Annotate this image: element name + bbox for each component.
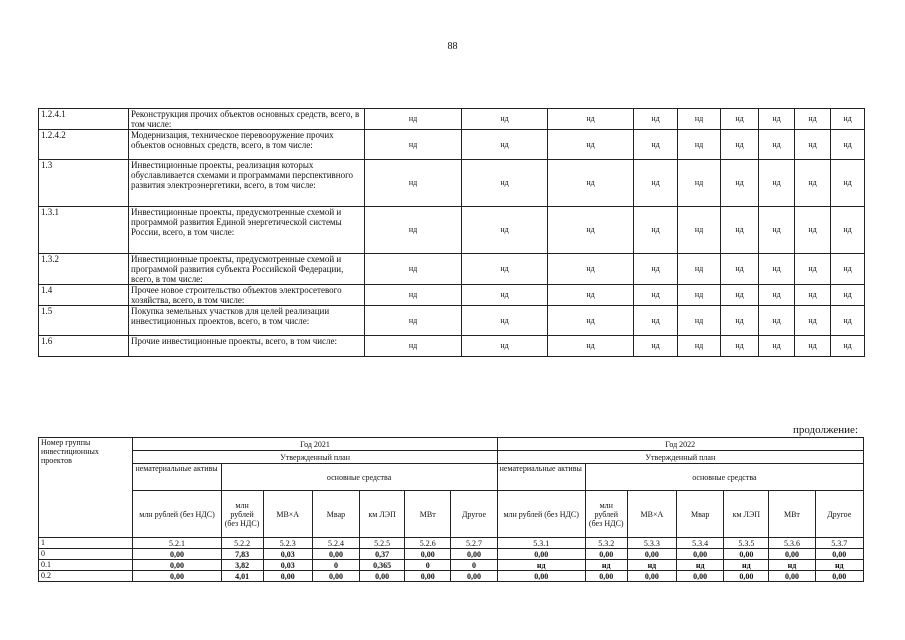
page-number: 88 <box>447 41 458 52</box>
cell-value: 7,83 <box>221 549 263 560</box>
cell-value: нд <box>462 109 548 130</box>
continuation-label: продолжение: <box>792 424 858 436</box>
cell-value: нд <box>831 285 865 306</box>
cell-value: 0,00 <box>133 560 221 571</box>
cell-value: нд <box>585 560 627 571</box>
cell-value: нд <box>678 160 721 207</box>
unit-header: км ЛЭП <box>360 491 405 538</box>
cell-value: нд <box>548 160 634 207</box>
cell-value: нд <box>831 306 865 336</box>
fixed-assets-header: основные средства <box>221 464 497 491</box>
approved-plan-header: Утвержденный план <box>133 451 497 464</box>
cell-value: 0,00 <box>312 549 359 560</box>
cell-value: 0,00 <box>497 571 585 582</box>
cell-value: нд <box>634 130 678 160</box>
header-row <box>39 451 864 464</box>
cell-value: нд <box>759 160 795 207</box>
cell-value: нд <box>548 285 634 306</box>
row-code: 1.4 <box>39 285 129 306</box>
row-code: 1.6 <box>39 336 129 357</box>
index-cell: 5.3.4 <box>677 538 724 549</box>
cell-value: 0,00 <box>677 549 724 560</box>
cell-value: нд <box>462 160 548 207</box>
cell-value: нд <box>548 109 634 130</box>
row-code: 1.3 <box>39 160 129 207</box>
cell-value: 0 <box>405 560 451 571</box>
row-code: 1.3.1 <box>39 207 129 254</box>
cell-value: нд <box>678 336 721 357</box>
cell-value: нд <box>634 160 678 207</box>
cell-value: нд <box>721 130 759 160</box>
table-row <box>39 306 865 336</box>
cell-value: нд <box>548 306 634 336</box>
cell-value: 0,00 <box>497 549 585 560</box>
unit-header: МВт <box>405 491 451 538</box>
table-row <box>39 109 865 130</box>
cell-value: нд <box>365 254 462 285</box>
cell-value: нд <box>759 130 795 160</box>
cell-value: 0,03 <box>263 549 312 560</box>
group-number: 0 <box>39 549 133 560</box>
cell-value: нд <box>759 109 795 130</box>
cell-value: 0,00 <box>724 549 769 560</box>
cell-value: 0,00 <box>627 571 676 582</box>
cell-value: нд <box>548 207 634 254</box>
cell-value: нд <box>721 254 759 285</box>
index-cell: 5.2.5 <box>360 538 405 549</box>
cell-value: 3,82 <box>221 560 263 571</box>
cell-value: нд <box>678 285 721 306</box>
cell-value: нд <box>678 130 721 160</box>
table-row <box>39 130 865 160</box>
cell-value: нд <box>634 207 678 254</box>
cell-value: 0,00 <box>769 549 815 560</box>
cell-value: 0,00 <box>451 571 497 582</box>
cell-value: нд <box>831 160 865 207</box>
group-number-header: Номер группы инвестиционных проектов <box>39 438 133 538</box>
index-cell: 5.2.6 <box>405 538 451 549</box>
row-name: Покупка земельных участков для целей реализации инвестиционных проектов, всего, в том числе: <box>129 306 365 336</box>
cell-value: нд <box>365 130 462 160</box>
intangible-header: нематериальные активы <box>133 464 221 491</box>
cell-value: 0,00 <box>405 571 451 582</box>
row-name: Прочее новое строительство объектов электросетевого хозяйства, всего, в том числе: <box>129 285 365 306</box>
cell-value: нд <box>795 109 831 130</box>
cell-value: нд <box>462 254 548 285</box>
cell-value: нд <box>634 254 678 285</box>
cell-value: нд <box>548 130 634 160</box>
upper-table <box>38 108 865 357</box>
cell-value: 0,00 <box>677 571 724 582</box>
cell-value: нд <box>759 336 795 357</box>
cell-value: 0,00 <box>585 571 627 582</box>
cell-value: нд <box>365 160 462 207</box>
year-2022-header: Год 2022 <box>497 438 863 451</box>
cell-value: нд <box>634 109 678 130</box>
row-code: 1.5 <box>39 306 129 336</box>
cell-value: 0,03 <box>263 560 312 571</box>
row-name: Прочие инвестиционные проекты, всего, в том числе: <box>129 336 365 357</box>
cell-value: нд <box>721 306 759 336</box>
table-row <box>39 254 865 285</box>
table-row <box>39 285 865 306</box>
unit-header: Мвар <box>312 491 359 538</box>
cell-value: нд <box>365 285 462 306</box>
index-cell: 5.2.1 <box>133 538 221 549</box>
cell-value: нд <box>724 560 769 571</box>
cell-value: 0 <box>312 560 359 571</box>
cell-value: нд <box>815 560 863 571</box>
row-name: Инвестиционные проекты, предусмотренные схемой и программой развития субъекта Российской Федерации, всего, в том числе: <box>129 254 365 285</box>
cell-value: нд <box>759 285 795 306</box>
year-2021-header: Год 2021 <box>133 438 497 451</box>
intangible-header: нематериальные активы <box>497 464 585 491</box>
cell-value: 0,00 <box>360 571 405 582</box>
index-cell: 5.3.1 <box>497 538 585 549</box>
cell-value: нд <box>721 336 759 357</box>
cell-value: нд <box>462 336 548 357</box>
cell-value: нд <box>678 254 721 285</box>
cell-value: нд <box>831 207 865 254</box>
unit-header: млн рублей (без НДС) <box>133 491 221 538</box>
header-row <box>39 491 864 538</box>
cell-value: нд <box>678 109 721 130</box>
unit-header: МВ×А <box>627 491 676 538</box>
cell-value: 0,00 <box>585 549 627 560</box>
index-cell: 5.3.3 <box>627 538 676 549</box>
cell-value: нд <box>462 306 548 336</box>
unit-header: Другое <box>815 491 863 538</box>
row-code: 1.3.2 <box>39 254 129 285</box>
cell-value: 0,00 <box>451 549 497 560</box>
unit-header: млн рублей (без НДС) <box>221 491 263 538</box>
unit-header: Другое <box>451 491 497 538</box>
cell-value: нд <box>759 306 795 336</box>
cell-value: нд <box>365 336 462 357</box>
unit-header: млн рублей (без НДС) <box>497 491 585 538</box>
cell-value: нд <box>831 254 865 285</box>
cell-value: нд <box>721 285 759 306</box>
table-row <box>39 549 864 560</box>
cell-value: нд <box>795 207 831 254</box>
unit-header: км ЛЭП <box>724 491 769 538</box>
index-cell: 1 <box>39 538 133 549</box>
unit-header: МВ×А <box>263 491 312 538</box>
cell-value: 0,00 <box>627 549 676 560</box>
cell-value: нд <box>678 306 721 336</box>
cell-value: нд <box>795 130 831 160</box>
cell-value: нд <box>759 207 795 254</box>
cell-value: 0,00 <box>724 571 769 582</box>
table-row <box>39 571 864 582</box>
cell-value: 0,00 <box>769 571 815 582</box>
table-row <box>39 560 864 571</box>
unit-header: Мвар <box>677 491 724 538</box>
cell-value: нд <box>462 285 548 306</box>
row-name: Инвестиционные проекты, реализация которых обуславливается схемами и программами перспективного развития электроэнергетики, всего, в том числе: <box>129 160 365 207</box>
table-row <box>39 336 865 357</box>
cell-value: нд <box>795 306 831 336</box>
index-cell: 5.3.5 <box>724 538 769 549</box>
cell-value: 0,00 <box>405 549 451 560</box>
index-cell: 5.2.2 <box>221 538 263 549</box>
cell-value: нд <box>721 207 759 254</box>
cell-value: нд <box>795 254 831 285</box>
row-name: Модернизация, техническое перевооружение прочих объектов основных средств, всего, в том числе: <box>129 130 365 160</box>
table-row <box>39 207 865 254</box>
lower-table <box>38 437 864 582</box>
approved-plan-header: Утвержденный план <box>497 451 863 464</box>
index-cell: 5.3.2 <box>585 538 627 549</box>
index-cell: 5.2.4 <box>312 538 359 549</box>
cell-value: 0 <box>451 560 497 571</box>
cell-value: нд <box>462 207 548 254</box>
cell-value: нд <box>795 336 831 357</box>
cell-value: нд <box>462 130 548 160</box>
cell-value: 0,00 <box>133 571 221 582</box>
cell-value: нд <box>634 336 678 357</box>
cell-value: нд <box>831 130 865 160</box>
table-row <box>39 160 865 207</box>
unit-header: млн рублей (без НДС) <box>585 491 627 538</box>
row-code: 1.2.4.1 <box>39 109 129 130</box>
cell-value: 0,00 <box>815 571 863 582</box>
cell-value: нд <box>678 207 721 254</box>
cell-value: нд <box>795 285 831 306</box>
group-number: 0.1 <box>39 560 133 571</box>
cell-value: нд <box>721 109 759 130</box>
cell-value: 0,00 <box>133 549 221 560</box>
cell-value: нд <box>677 560 724 571</box>
fixed-assets-header: основные средства <box>585 464 863 491</box>
cell-value: нд <box>627 560 676 571</box>
cell-value: 0,365 <box>360 560 405 571</box>
cell-value: нд <box>548 336 634 357</box>
cell-value: нд <box>365 109 462 130</box>
header-row <box>39 464 864 491</box>
index-cell: 5.2.3 <box>263 538 312 549</box>
cell-value: нд <box>634 285 678 306</box>
cell-value: нд <box>365 306 462 336</box>
row-name: Инвестиционные проекты, предусмотренные схемой и программой развития Единой энергетической системы России, всего, в том числе: <box>129 207 365 254</box>
cell-value: 0,00 <box>312 571 359 582</box>
cell-value: нд <box>795 160 831 207</box>
cell-value: нд <box>548 254 634 285</box>
cell-value: нд <box>831 109 865 130</box>
cell-value: нд <box>721 160 759 207</box>
cell-value: нд <box>769 560 815 571</box>
row-name: Реконструкция прочих объектов основных средств, всего, в том числе: <box>129 109 365 130</box>
index-cell: 5.2.7 <box>451 538 497 549</box>
cell-value: нд <box>497 560 585 571</box>
cell-value: нд <box>634 306 678 336</box>
index-cell: 5.3.6 <box>769 538 815 549</box>
cell-value: нд <box>831 336 865 357</box>
unit-header: МВт <box>769 491 815 538</box>
cell-value: 4,01 <box>221 571 263 582</box>
cell-value: нд <box>365 207 462 254</box>
header-row <box>39 438 864 451</box>
group-number: 0.2 <box>39 571 133 582</box>
index-cell: 5.3.7 <box>815 538 863 549</box>
cell-value: 0,00 <box>815 549 863 560</box>
cell-value: 0,37 <box>360 549 405 560</box>
index-row <box>39 538 864 549</box>
cell-value: нд <box>759 254 795 285</box>
row-code: 1.2.4.2 <box>39 130 129 160</box>
cell-value: 0,00 <box>263 571 312 582</box>
